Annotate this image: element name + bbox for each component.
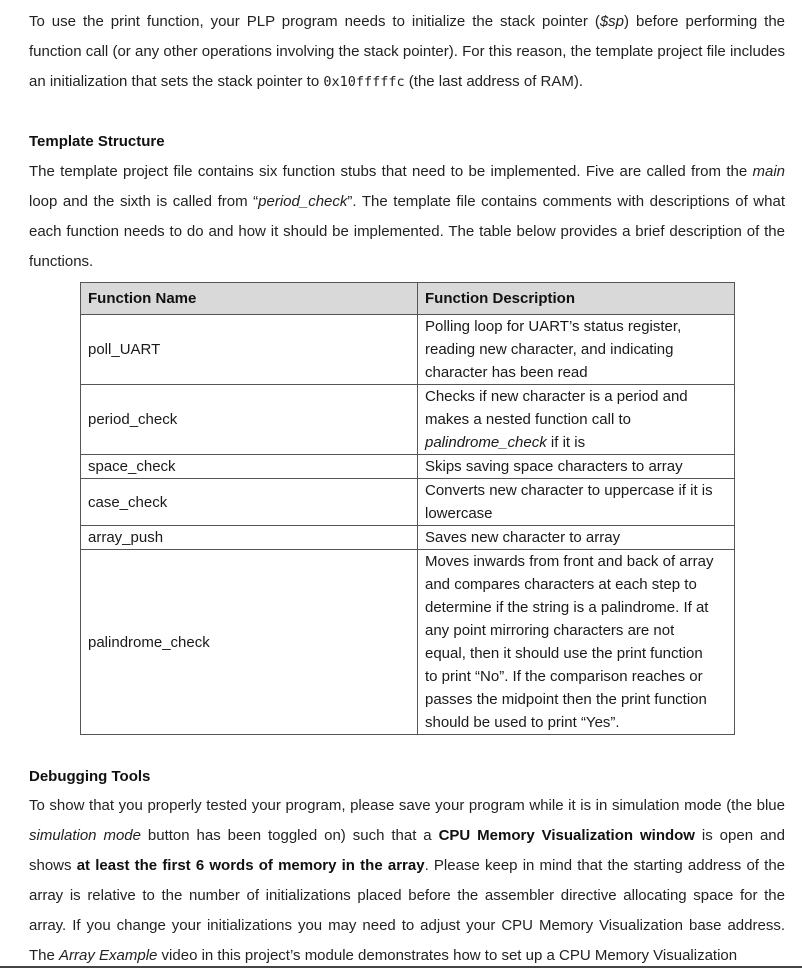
intro-paragraph: To use the print function, your PLP program needs to initialize the stack pointer ($sp) before performing the function call (or any other operations involving the stack pointer). For this reason, the template project file includes an initialization that sets the stack pointer to 0x10fffffc (the last address of RAM).: [29, 13, 785, 90]
table-row: [81, 385, 735, 455]
function-table: [80, 282, 735, 735]
header-function-name: Function Name: [81, 283, 418, 315]
six-words-term: at least the first 6 words of memory in the array: [76, 857, 425, 874]
function-name: array_push: [81, 526, 418, 550]
function-name: poll_UART: [81, 315, 418, 385]
header-function-description: Function Description: [418, 283, 735, 315]
function-name: period_check: [81, 385, 418, 455]
table-header-row: [81, 283, 735, 315]
table-row: [81, 550, 735, 735]
template-structure-paragraph: The template project file contains six function stubs that need to be implemented. Five are called from the main loop and the sixth is called from “period_check”. The template file contains comments with descriptions of what each function needs to do and how it should be implemented. The table below provides a brief description of the functions.: [29, 163, 785, 270]
function-description: Checks if new character is a period and makes a nested function call to palindrome_check if it is: [418, 385, 735, 455]
debugging-paragraph: To show that you properly tested your program, please save your program while it is in simulation mode (the blue simulation mode button has been toggled on) such that a CPU Memory Visualization window is open and shows at least the first 6 words of memory in the array. Please keep in mind that the starting address of the array is relative to the number of initializations placed before the assembler directive allocating space for the array. If you change your initializations you may need to adjust your CPU Memory Visualization base address. The Array Example video in this project’s module demonstrates how to set up a CPU Memory Visualization: [29, 797, 786, 964]
table-row: [81, 526, 735, 550]
function-description: Skips saving space characters to array: [418, 455, 735, 479]
main-word: main: [752, 163, 785, 180]
function-description: Moves inwards from front and back of array and compares characters at each step to determine if the string is a palindrome. If at any point mirroring characters are not equal, then it should use the print function to print “No”. If the comparison reaches or passes the midpoint then the print function should be used to print “Yes”.: [418, 550, 735, 735]
table-row: [81, 315, 735, 385]
function-description: Polling loop for UART’s status register, reading new character, and indicating character has been read: [418, 315, 735, 385]
debugging-tools-heading: Debugging Tools: [29, 768, 151, 785]
function-name: palindrome_check: [81, 550, 418, 735]
table-row: [81, 455, 735, 479]
simulation-mode-term: simulation mode: [29, 827, 141, 844]
sp-register: $sp: [599, 13, 625, 30]
function-description: Saves new character to array: [418, 526, 735, 550]
function-name: space_check: [81, 455, 418, 479]
array-example-term: Array Example: [59, 947, 158, 964]
table-row: [81, 479, 735, 526]
cpu-window-term: CPU Memory Visualization window: [438, 827, 695, 844]
function-name: case_check: [81, 479, 418, 526]
template-structure-heading: Template Structure: [29, 133, 165, 150]
function-description: Converts new character to uppercase if it is lowercase: [418, 479, 735, 526]
stack-address: 0x10fffffc: [323, 74, 405, 90]
period-check-word: period_check: [258, 193, 348, 210]
